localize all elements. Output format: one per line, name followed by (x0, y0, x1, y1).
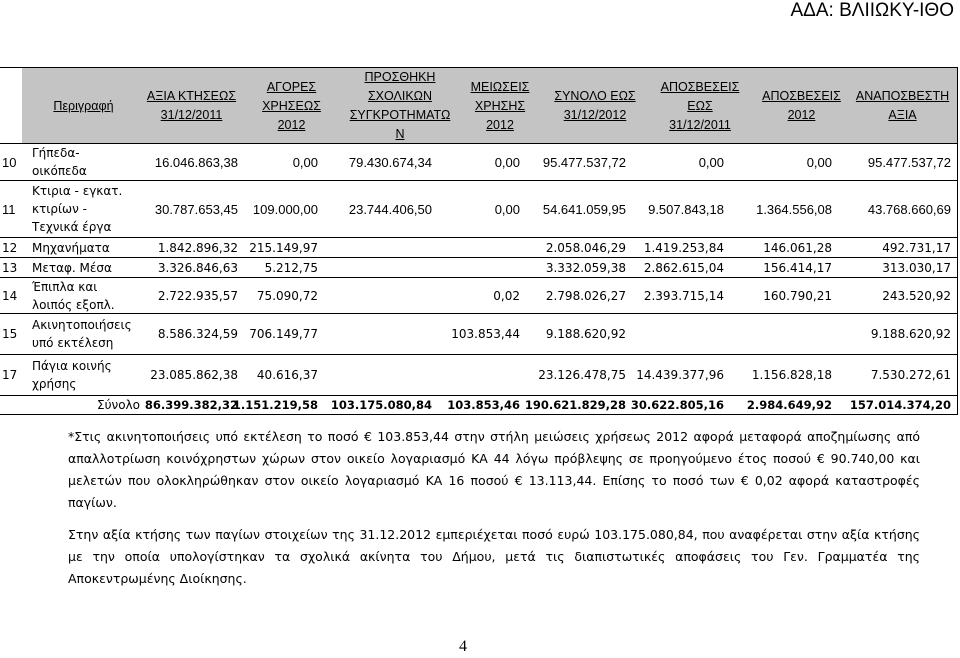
total-purchases: 1.151.219,58 (232, 398, 318, 412)
cell-acquisition-value: 23.085.862,38 (150, 368, 238, 382)
cell-accumulated-depreciation: 2.393.715,14 (643, 289, 724, 303)
cell-depreciation-year: 0,00 (806, 154, 832, 170)
table-row (0, 144, 957, 181)
cell-depreciation-year: 146.061,28 (763, 240, 832, 255)
cell-acquisition-value: 2.722.935,57 (157, 289, 238, 303)
row-code: 10 (2, 154, 17, 170)
cell-acquisition-value: 3.326.846,63 (157, 260, 238, 275)
cell-accumulated-depreciation: 0,00 (698, 154, 724, 170)
table-row (0, 181, 957, 238)
header-reductions: ΜΕΙΩΣΕΙΣ ΧΡΗΣΗΣ 2012 (470, 79, 530, 132)
cell-purchases: 706.149,77 (249, 327, 318, 341)
cell-net-book-value: 313.030,17 (882, 260, 951, 275)
row-code: 17 (2, 368, 18, 382)
total-depreciation-year: 2.984.649,92 (746, 398, 832, 412)
footnote-paragraph: *Στις ακινητοποιήσεις υπό εκτέλεση το ποσό € 103.853,44 στην στήλη μειώσεις χρήσεως 2012 αφορά μεταφορά αποζημίωσης από απαλλοτρίωση κοινόχρηστων χώρων στον οικείο λογαριασμό ΚΑ 44 λόγω πρόβλεψης σε προηγούμενο έτος ποσού € 90.740,00 και μελετών που ολοκληρώθηκαν στον οικείο λογαριασμό ΚΑ 16 ποσού € 13.113,44. Επίσης το ποσό των € 0,02 αφορά καταστροφές παγίων. (68, 429, 920, 510)
cell-total-value: 2.058.046,29 (545, 240, 626, 255)
cell-accumulated-depreciation: 9.507.843,18 (648, 201, 724, 217)
row-description: Μεταφ. Μέσα (32, 260, 112, 275)
cell-accumulated-depreciation: 2.862.615,04 (643, 260, 724, 275)
cell-accumulated-depreciation: 1.419.253,84 (643, 240, 724, 255)
cell-reductions: 0,00 (494, 201, 520, 217)
row-description: Ακινητοποιήσεις υπό εκτέλεση (32, 318, 132, 350)
cell-total-value: 95.477.537,72 (542, 154, 626, 170)
cell-reductions: 103.853,44 (451, 327, 520, 341)
cell-school-additions: 23.744.406,50 (348, 201, 432, 217)
table-row (0, 278, 957, 314)
table-row (0, 238, 957, 258)
row-description: Κτιρια - εγκατ. κτιρίων - Τεχνικά έργα (32, 184, 123, 234)
cell-purchases: 109.000,00 (252, 201, 318, 217)
cell-depreciation-year: 1.156.828,18 (751, 368, 832, 382)
cell-purchases: 215.149,97 (249, 240, 318, 255)
cell-total-value: 2.798.026,27 (545, 289, 626, 303)
row-code: 13 (2, 260, 18, 275)
cell-reductions: 0,02 (493, 289, 520, 303)
assets-table (0, 67, 958, 415)
cell-net-book-value: 243.520,92 (882, 289, 951, 303)
total-total-value: 190.621.829,28 (524, 398, 626, 412)
cell-net-book-value: 95.477.537,72 (867, 154, 951, 170)
table-total-row (0, 396, 957, 415)
cell-depreciation-year: 156.414,17 (763, 260, 832, 275)
total-acquisition-value: 86.399.382,32 (144, 398, 238, 412)
total-school-additions: 103.175.080,84 (330, 398, 432, 412)
cell-purchases: 5.212,75 (264, 260, 318, 275)
cell-net-book-value: 492.731,17 (882, 240, 951, 255)
header-school-additions: ΠΡΟΣΘΗΚΗ ΣΧΟΛΙΚΩΝ ΣΥΓΚΡΟΤΗΜΑΤΩ Ν (349, 70, 451, 141)
cell-total-value: 9.188.620,92 (545, 327, 626, 341)
cell-acquisition-value: 16.046.863,38 (154, 154, 238, 170)
total-reductions: 103.853,46 (447, 398, 520, 412)
header-depreciation-year: ΑΠΟΣΒΕΣΕΙΣ 2012 (762, 89, 841, 122)
header-total-value: ΣΥΝΟΛΟ ΕΩΣ 31/12/2012 (554, 89, 636, 122)
cell-total-value: 54.641.059,95 (542, 201, 626, 217)
cell-reductions: 0,00 (494, 154, 520, 170)
header-net-book-value: ΑΝΑΠΟΣΒΕΣΤΗ ΑΞΙΑ (855, 89, 950, 122)
table-row (0, 314, 957, 355)
row-code: 14 (2, 289, 18, 303)
row-description: Γήπεδα- οικόπεδα (32, 146, 87, 178)
cell-acquisition-value: 1.842.896,32 (157, 240, 238, 255)
header-purchases: ΑΓΟΡΕΣ ΧΡΗΣΕΩΣ 2012 (262, 79, 321, 132)
cell-net-book-value: 43.768.660,69 (867, 201, 951, 217)
row-code: 15 (2, 327, 18, 341)
acquisition-note-paragraph: Στην αξία κτήσης των παγίων στοιχείων της 31.12.2012 εμπεριέχεται ποσό ευρώ 103.175.080,84, που αναφέρεται στην αξία κτήσης με την οποία υπολογίστηκαν τα σχολικά ακίνητα του Δήμου, μετά τις διαπιστωτικές αποφάσεις του Γεν. Γραμματέα της Αποκεντρωμένης Διοίκησης. (68, 527, 920, 586)
table-header-row (0, 68, 957, 144)
table-row (0, 355, 957, 396)
header-acquisition-value: ΑΞΙΑ ΚΤΗΣΕΩΣ 31/12/2011 (146, 89, 237, 122)
header-accumulated-depreciation: ΑΠΟΣΒΕΣΕΙΣ ΕΩΣ 31/12/2011 (660, 79, 740, 132)
cell-purchases: 75.090,72 (256, 289, 318, 303)
row-code: 12 (2, 240, 18, 255)
row-code: 11 (2, 201, 16, 217)
notes-section (68, 426, 920, 600)
cell-net-book-value: 7.530.272,61 (870, 368, 951, 382)
page-number: 4 (459, 638, 467, 655)
cell-purchases: 40.616,37 (256, 368, 318, 382)
row-description: Έπιπλα και λοιπός εξοπλ. (32, 280, 115, 312)
cell-acquisition-value: 8.586.324,59 (157, 327, 238, 341)
total-net-book-value: 157.014.374,20 (849, 398, 951, 412)
cell-total-value: 3.332.059,38 (545, 260, 626, 275)
row-description: Πάγια κοινής χρήσης (32, 359, 112, 391)
cell-school-additions: 79.430.674,34 (348, 154, 432, 170)
cell-net-book-value: 9.188.620,92 (870, 327, 951, 341)
cell-purchases: 0,00 (292, 154, 318, 170)
table-row (0, 258, 957, 278)
cell-accumulated-depreciation: 14.439.377,96 (636, 368, 724, 382)
total-label: Σύνολο (96, 398, 140, 412)
cell-depreciation-year: 1.364.556,08 (756, 201, 832, 217)
cell-depreciation-year: 160.790,21 (763, 289, 832, 303)
cell-total-value: 23.126.478,75 (538, 368, 626, 382)
header-row-code (0, 68, 22, 144)
header-description: Περιγραφή (53, 98, 114, 113)
total-accumulated-depreciation: 30.622.805,16 (630, 398, 724, 412)
row-description: Μηχανήματα (32, 240, 110, 255)
ada-code: ΑΔΑ: ΒΛΙΙΩΚΥ-ΙΘΟ (790, 0, 954, 21)
cell-acquisition-value: 30.787.653,45 (154, 201, 238, 217)
